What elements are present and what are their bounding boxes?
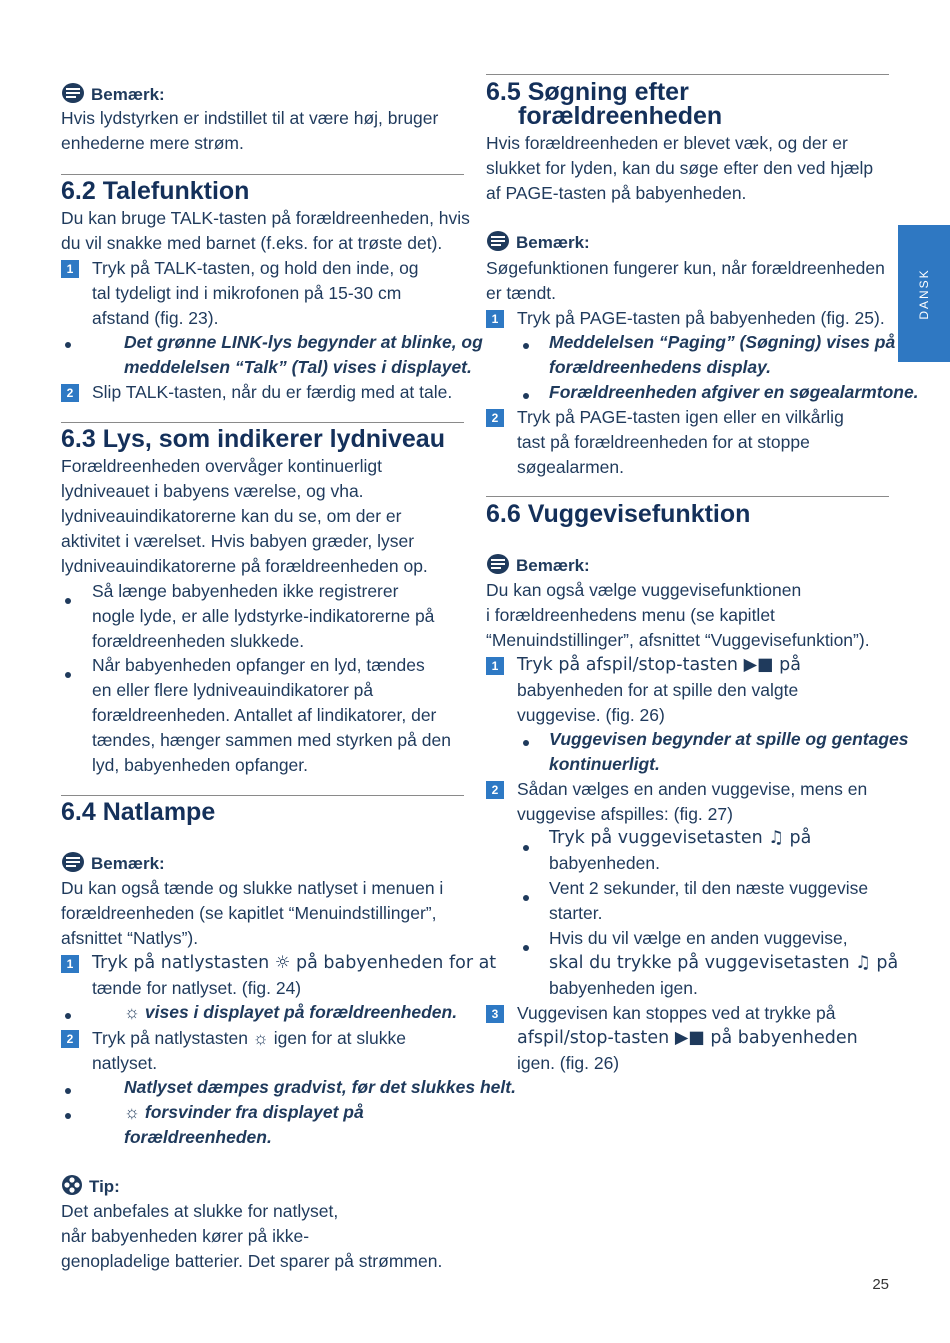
tip-icon bbox=[61, 1174, 83, 1202]
step-text: Slip TALK-tasten, når du er færdig med at tale. bbox=[92, 382, 453, 402]
note-text: “Menuindstillinger”, afsnittet “Vuggevisefunktion”). bbox=[486, 630, 870, 650]
bullet bbox=[65, 331, 71, 356]
step-result: Natlyset dæmpes gradvist, før det slukkes helt. bbox=[124, 1077, 516, 1097]
bullet bbox=[523, 884, 529, 909]
sub-step-text: starter. bbox=[549, 903, 603, 923]
paragraph: aktivitet i værelset. Hvis babyen græder, lyser bbox=[61, 531, 415, 551]
step-text: vuggevise afspilles: (fig. 27) bbox=[517, 804, 733, 824]
step-text: natlyset. bbox=[92, 1053, 158, 1073]
step-number: 1 bbox=[486, 310, 504, 328]
bullet bbox=[65, 587, 71, 612]
bullet bbox=[523, 934, 529, 959]
paragraph: af PAGE-tasten på babyenheden. bbox=[486, 183, 747, 203]
step-text: Vuggevisen kan stoppes ved at trykke på bbox=[517, 1003, 836, 1023]
bullet bbox=[523, 332, 529, 357]
step-result: ☼ vises i displayet på forældreenheden. bbox=[124, 1002, 458, 1022]
step-result: forældreenheden. bbox=[124, 1127, 272, 1147]
sub-step-text: Tryk på vuggevisetasten ♫ på bbox=[549, 828, 812, 848]
step-text: afspil/stop-tasten ▶■ på babyenheden bbox=[517, 1028, 858, 1048]
step-text: Sådan vælges en anden vuggevise, mens en bbox=[517, 779, 868, 799]
step-text: tal tydeligt ind i mikrofonen på 15-30 cm bbox=[92, 283, 402, 303]
sub-step-text: babyenheden. bbox=[549, 853, 660, 873]
paragraph: Du kan bruge TALK-tasten på forældreenheden, hvis bbox=[61, 208, 470, 228]
section-title-6-4: 6.4 Natlampe bbox=[61, 798, 216, 826]
step-result: Det grønne LINK-lys begynder at blinke, og bbox=[124, 332, 483, 352]
step-text: igen. (fig. 26) bbox=[517, 1053, 620, 1073]
step-number: 1 bbox=[61, 955, 79, 973]
step-text: afstand (fig. 23). bbox=[92, 308, 219, 328]
section-title-6-3: 6.3 Lys, som indikerer lydniveau bbox=[61, 425, 445, 453]
step-number: 1 bbox=[61, 260, 79, 278]
section-title-6-5-cont: forældreenheden bbox=[518, 102, 723, 130]
bullet bbox=[523, 382, 529, 407]
step-text: Tryk på TALK-tasten, og hold den inde, og bbox=[92, 258, 419, 278]
bullet bbox=[65, 1102, 71, 1127]
step-number: 2 bbox=[61, 1030, 79, 1048]
bullet-text: lyd, babyenheden opfanger. bbox=[92, 755, 309, 775]
step-text: tænde for natlyset. (fig. 24) bbox=[92, 978, 302, 998]
step-text: Tryk på afspil/stop-tasten ▶■ på bbox=[517, 655, 801, 675]
paragraph: lydniveauet i babyens værelse, og vha. bbox=[61, 481, 364, 501]
bullet-text: Så længe babyenheden ikke registrerer bbox=[92, 581, 399, 601]
section-title-6-6: 6.6 Vuggevisefunktion bbox=[486, 500, 751, 528]
step-text: vuggevise. (fig. 26) bbox=[517, 705, 665, 725]
step-result: Forældreenheden afgiver en søgealarmtone. bbox=[549, 382, 919, 402]
note-heading: Bemærk: bbox=[486, 230, 590, 258]
bullet bbox=[65, 1077, 71, 1102]
section-divider bbox=[486, 496, 889, 497]
tip-text: når babyenheden kører på ikke- bbox=[61, 1226, 310, 1246]
sub-step-text: Vent 2 sekunder, til den næste vuggevise bbox=[549, 878, 869, 898]
language-tab bbox=[898, 225, 950, 362]
paragraph: du vil snakke med barnet (f.eks. for at trøste det). bbox=[61, 233, 443, 253]
step-result: ☼ forsvinder fra displayet på bbox=[124, 1102, 364, 1122]
section-divider bbox=[61, 422, 464, 423]
bullet-text: Når babyenheden opfanger en lyd, tændes bbox=[92, 655, 425, 675]
note-icon bbox=[61, 851, 85, 879]
step-result: meddelelsen “Talk” (Tal) vises i displayet. bbox=[124, 357, 472, 377]
paragraph: slukket for lyden, kan du søge efter den ved hjælp bbox=[486, 158, 874, 178]
step-number: 1 bbox=[486, 657, 504, 675]
paragraph: lydniveauindikatorerne kan du se, om der er bbox=[61, 506, 402, 526]
bullet-text: nogle lyde, er alle lydstyrke-indikatorerne på bbox=[92, 606, 435, 626]
note-text: Søgefunktionen fungerer kun, når forældreenheden bbox=[486, 258, 885, 278]
tip-text: Det anbefales at slukke for natlyset, bbox=[61, 1201, 339, 1221]
note-text: Hvis lydstyrken er indstillet til at være høj, bruger bbox=[61, 108, 439, 128]
section-title-6-2: 6.2 Talefunktion bbox=[61, 177, 250, 205]
sub-step-text: babyenheden igen. bbox=[549, 978, 698, 998]
note-heading: Bemærk: bbox=[61, 82, 165, 110]
note-text: Du kan også vælge vuggevisefunktionen bbox=[486, 580, 802, 600]
note-text: forældreenheden (se kapitlet “Menuindstillinger”, bbox=[61, 903, 437, 923]
bullet bbox=[65, 1002, 71, 1027]
tip-heading: Tip: bbox=[61, 1174, 120, 1202]
section-title-6-5: 6.5 Søgning efter bbox=[486, 78, 689, 106]
step-text: Tryk på natlystasten ☼ igen for at slukke bbox=[92, 1028, 407, 1048]
step-number: 2 bbox=[486, 781, 504, 799]
note-heading: Bemærk: bbox=[486, 553, 590, 581]
step-number: 3 bbox=[486, 1005, 504, 1023]
step-result: forældreenhedens display. bbox=[549, 357, 772, 377]
note-icon bbox=[486, 230, 510, 258]
language-tab-label: DANSK bbox=[917, 267, 931, 320]
section-divider bbox=[61, 174, 464, 175]
step-text: tast på forældreenheden for at stoppe bbox=[517, 432, 810, 452]
step-text: Tryk på natlystasten ☼ på babyenheden for at bbox=[92, 953, 497, 973]
bullet bbox=[523, 834, 529, 859]
step-text: Tryk på PAGE-tasten igen eller en vilkårlig bbox=[517, 407, 844, 427]
note-text: i forældreenhedens menu (se kapitlet bbox=[486, 605, 775, 625]
paragraph: Forældreenheden overvåger kontinuerligt bbox=[61, 456, 383, 476]
note-text: Du kan også tænde og slukke natlyset i menuen i bbox=[61, 878, 444, 898]
section-divider bbox=[61, 795, 464, 796]
step-result: Vuggevisen begynder at spille og gentages bbox=[549, 729, 909, 749]
note-heading: Bemærk: bbox=[61, 851, 165, 879]
note-icon bbox=[486, 553, 510, 581]
step-result: kontinuerligt. bbox=[549, 754, 660, 774]
bullet-text: tændes, hænger sammen med styrken på den bbox=[92, 730, 451, 750]
note-text: enhederne mere strøm. bbox=[61, 133, 244, 153]
bullet-text: en eller flere lydniveauindikatorer på bbox=[92, 680, 374, 700]
step-number: 2 bbox=[61, 384, 79, 402]
page-number: 25 bbox=[872, 1276, 889, 1293]
bullet-text: forældreenheden slukkede. bbox=[92, 631, 305, 651]
bullet bbox=[523, 729, 529, 754]
sub-step-text: Hvis du vil vælge en anden vuggevise, bbox=[549, 928, 848, 948]
section-divider bbox=[486, 74, 889, 75]
step-result: Meddelelsen “Paging” (Søgning) vises på bbox=[549, 332, 896, 352]
step-text: babyenheden for at spille den valgte bbox=[517, 680, 799, 700]
paragraph: Hvis forældreenheden er blevet væk, og der er bbox=[486, 133, 848, 153]
tip-text: genopladelige batterier. Det sparer på strømmen. bbox=[61, 1251, 443, 1271]
sub-step-text: skal du trykke på vuggevisetasten ♫ på bbox=[549, 953, 899, 973]
note-text: er tændt. bbox=[486, 283, 557, 303]
bullet-text: forældreenheden. Antallet af lindikatorer, der bbox=[92, 705, 437, 725]
bullet bbox=[65, 661, 71, 686]
step-text: søgealarmen. bbox=[517, 457, 624, 477]
step-number: 2 bbox=[486, 409, 504, 427]
step-text: Tryk på PAGE-tasten på babyenheden (fig. 25). bbox=[517, 308, 885, 328]
note-text: afsnittet “Natlys”). bbox=[61, 928, 199, 948]
paragraph: lydniveauindikatorerne på forældreenheden op. bbox=[61, 556, 428, 576]
